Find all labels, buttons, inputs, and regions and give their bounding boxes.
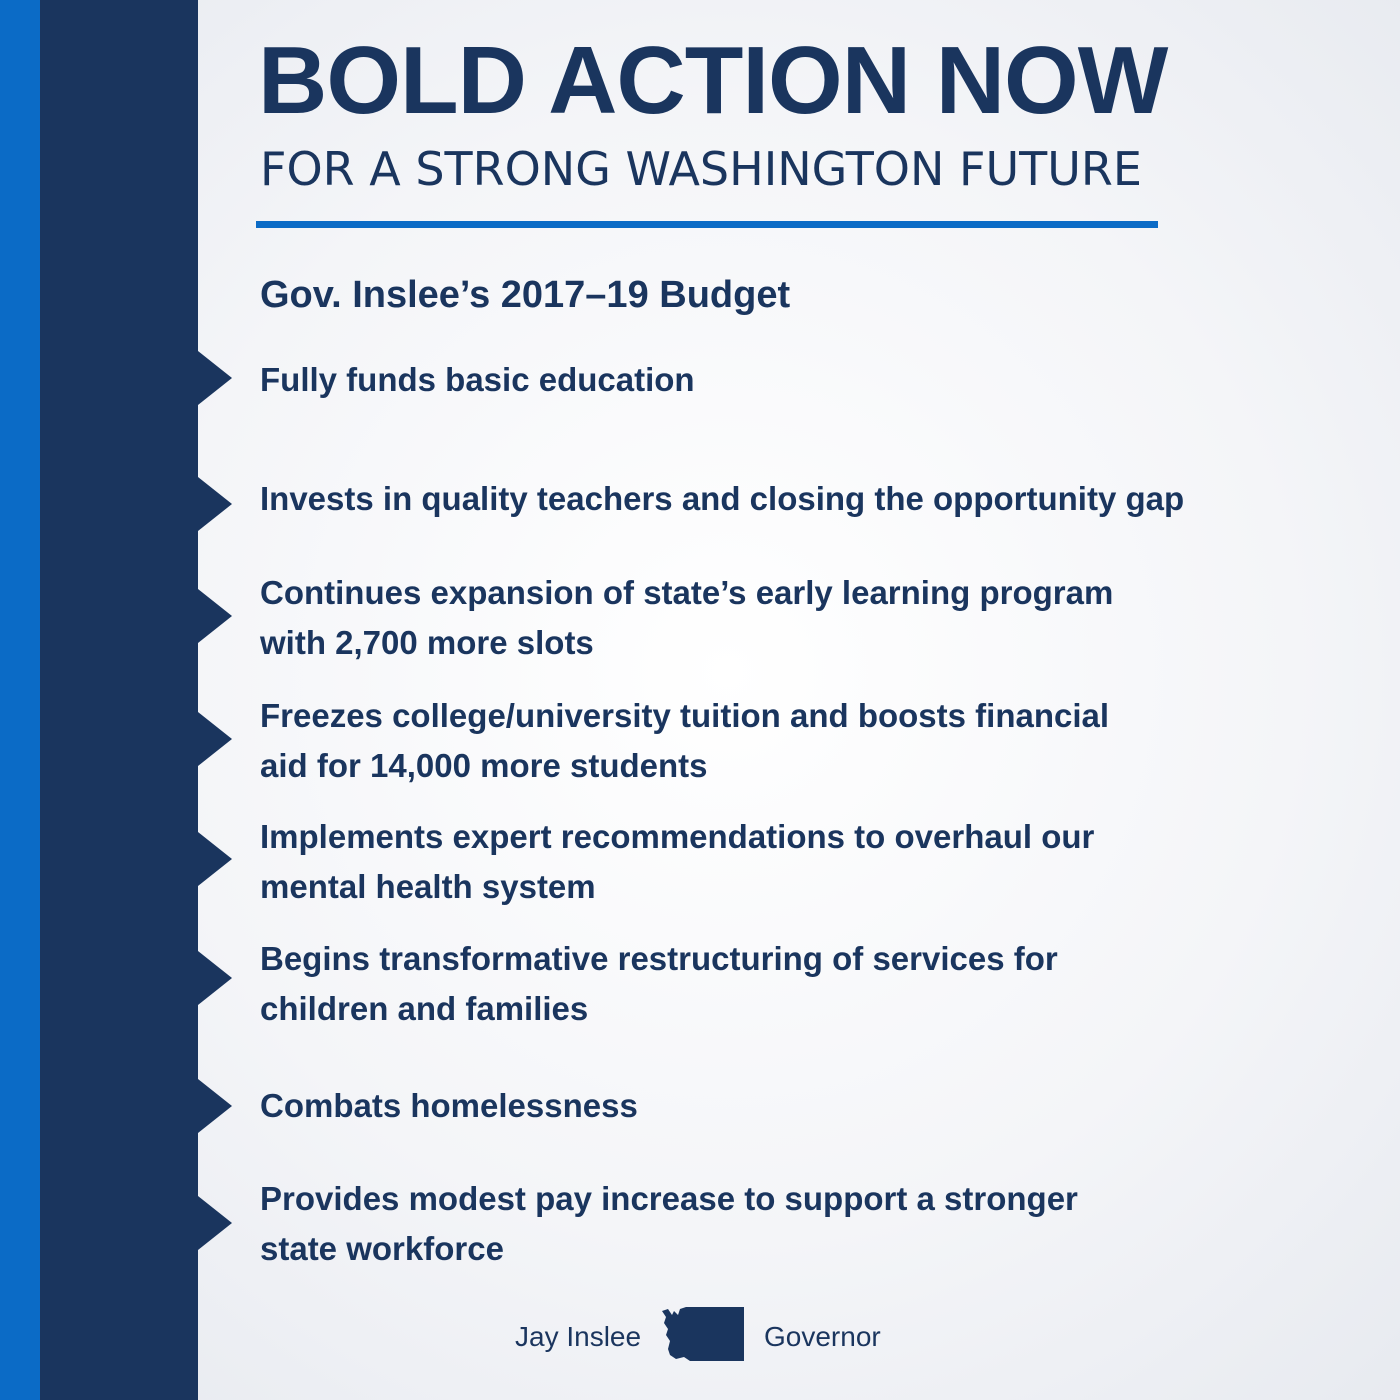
list-item-line: Freezes college/university tuition and boosts financial (260, 697, 1110, 734)
left-accent-stripe (0, 0, 40, 1400)
left-sidebar-band (40, 0, 198, 1400)
bullet-arrow-icon (198, 712, 232, 766)
list-item-line: Invests in quality teachers and closing the opportunity gap (260, 480, 1185, 517)
list-item-line: Fully funds basic education (260, 361, 695, 398)
footer-title: Governor (764, 1321, 881, 1352)
list-item (260, 691, 1250, 791)
list-item-line: state workforce (260, 1230, 504, 1267)
list-item-line: Implements expert recommendations to overhaul our (260, 818, 1095, 855)
list-item (260, 1081, 1250, 1131)
list-item-line: Provides modest pay increase to support a stronger (260, 1180, 1078, 1217)
list-item-line: children and families (260, 990, 589, 1027)
list-item-line: Continues expansion of state’s early learning program (260, 574, 1114, 611)
bullet-arrow-icon (198, 351, 232, 405)
list-item-line: Begins transformative restructuring of services for (260, 940, 1058, 977)
list-item (260, 812, 1250, 912)
headline: BOLD ACTION NOW (258, 27, 1168, 134)
list-item (260, 1174, 1250, 1274)
list-item-line: aid for 14,000 more students (260, 747, 708, 784)
list-item (260, 934, 1250, 1034)
bullet-arrow-icon (198, 832, 232, 886)
bullet-arrow-icon (198, 589, 232, 643)
bullet-arrow-icon (198, 951, 232, 1005)
list-item-line: with 2,700 more slots (260, 624, 594, 661)
list-item (260, 568, 1250, 668)
list-item-line: mental health system (260, 868, 596, 905)
divider-rule (256, 221, 1158, 228)
footer-name: Jay Inslee (515, 1321, 642, 1352)
subheadline: FOR A STRONG WASHINGTON FUTURE (260, 142, 1142, 196)
bullet-arrow-icon (198, 1196, 232, 1250)
bullet-arrow-icon (198, 477, 232, 531)
list-item-line: Combats homelessness (260, 1087, 638, 1124)
budget-title: Gov. Inslee’s 2017–19 Budget (260, 274, 791, 316)
washington-state-icon (660, 1305, 746, 1363)
list-item (260, 474, 1250, 524)
list-item (260, 355, 1250, 405)
bullet-arrow-icon (198, 1079, 232, 1133)
